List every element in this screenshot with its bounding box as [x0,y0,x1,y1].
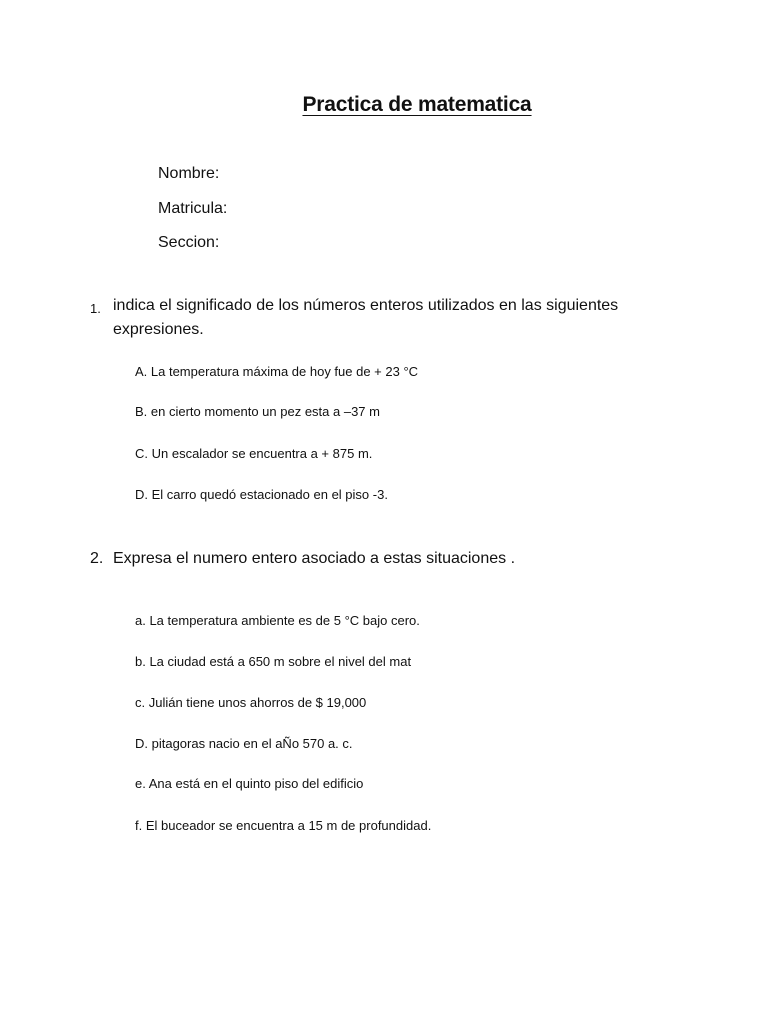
name-field-label: Nombre: [158,165,220,182]
question-1-text: indica el significado de los números enteros utilizados en las siguientes expresiones. [113,297,619,338]
question-1-item-b: B. en cierto momento un pez esta a –37 m [135,404,380,419]
question-1-item-d: D. El carro quedó estacionado en el piso -3. [135,487,388,502]
page-title [0,93,768,117]
question-1-number: 1. [90,301,101,316]
question-1-item-c: C. Un escalador se encuentra a + 875 m. [135,446,373,461]
question-2-item-a: a. La temperatura ambiente es de 5 °C bajo cero. [135,613,420,628]
question-2-item-c: c. Julián tiene unos ahorros de $ 19,000 [135,695,367,710]
page-title-text: Practica de matematica [302,93,532,116]
question-2-item-b: b. La ciudad está a 650 m sobre el nivel del mat [135,654,412,669]
question-2-item-e: e. Ana está en el quinto piso del edificio [135,776,364,791]
question-2-item-d: D. pitagoras nacio en el aÑo 570 a. c. [135,736,353,751]
section-field-label: Seccion: [158,234,220,251]
id-field-label: Matricula: [158,200,228,217]
question-2-text: Expresa el numero entero asociado a estas situaciones . [113,550,516,567]
question-2-item-f: f. El buceador se encuentra a 15 m de profundidad. [135,818,432,833]
question-2-number: 2. [90,550,104,567]
question-1-item-a: A. La temperatura máxima de hoy fue de + 23 °C [135,364,419,379]
